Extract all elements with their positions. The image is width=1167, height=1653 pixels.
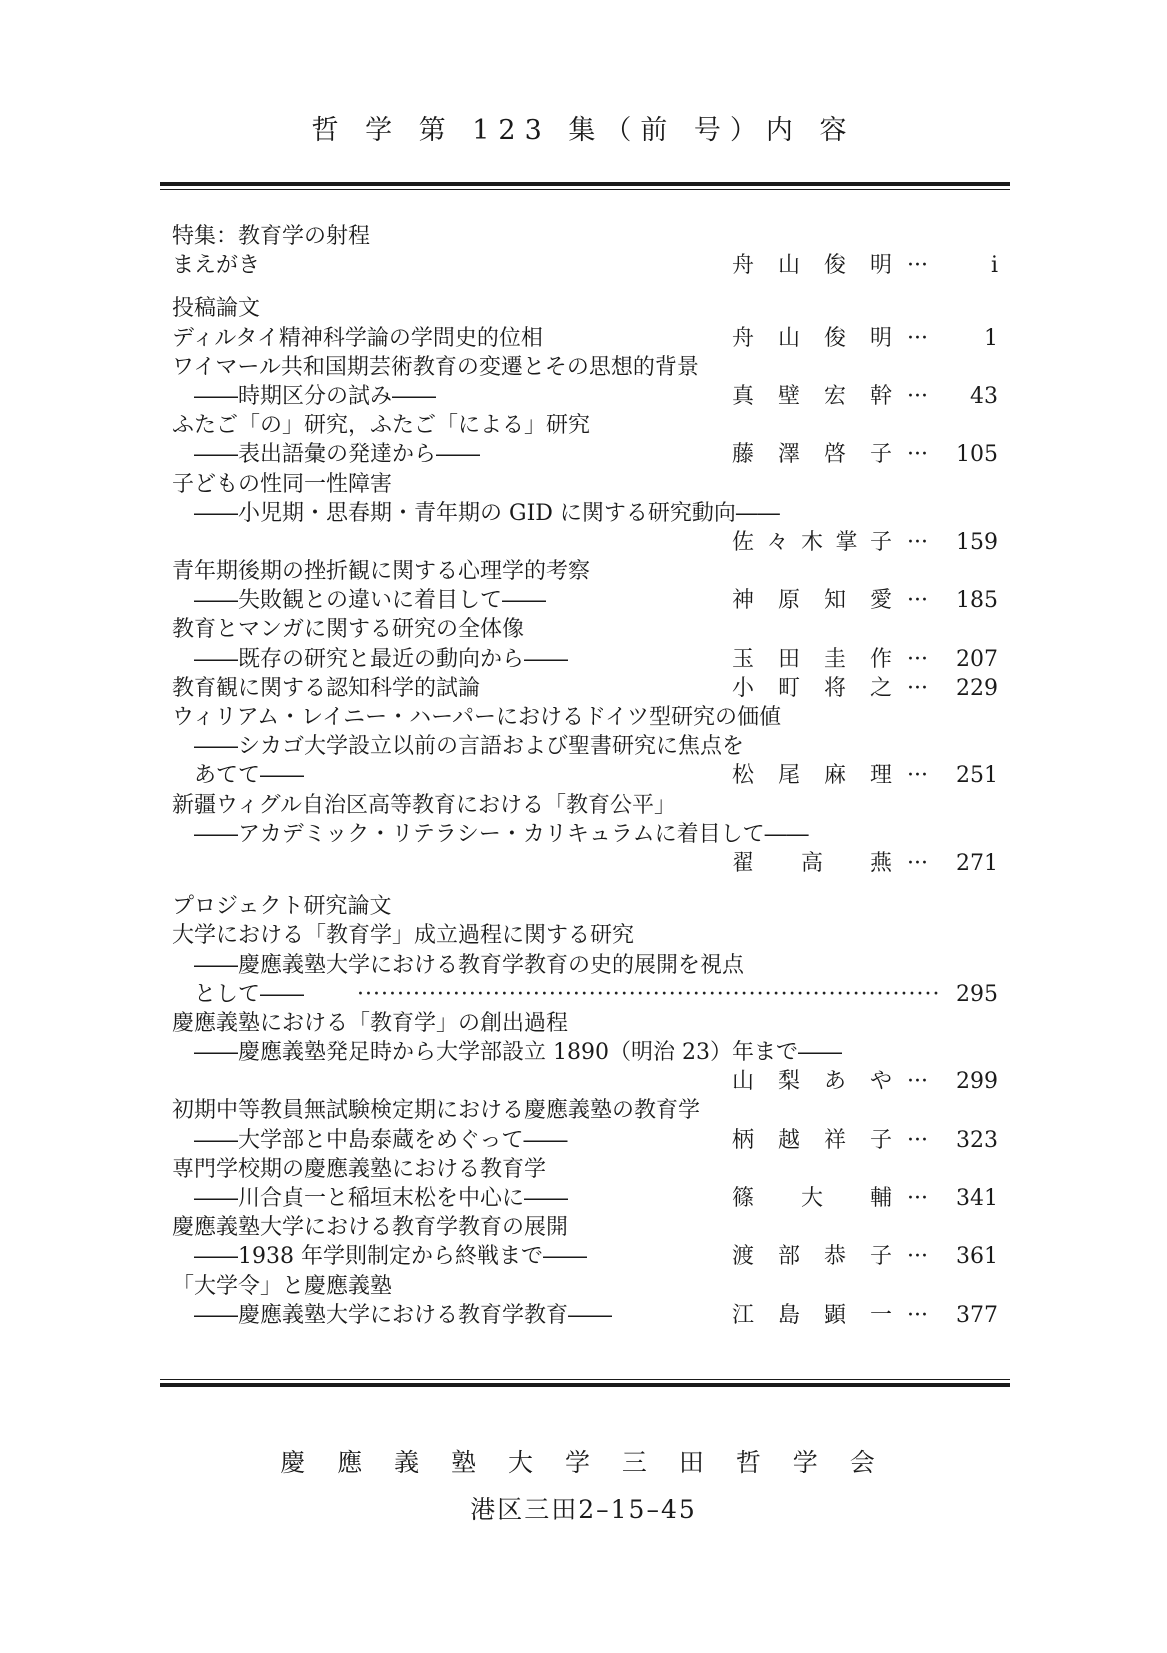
author-char: 小 <box>732 675 755 701</box>
author-char: 島 <box>778 1302 801 1328</box>
entry-subtitle: ――表出語彙の発達から―― <box>194 442 481 468</box>
author-char: 愛 <box>870 588 893 614</box>
page-title: 哲 学 第 123 集（前 号）内 容 <box>311 115 856 146</box>
author-char: 梨 <box>778 1069 801 1095</box>
entry-title: 新疆ウィグル自治区高等教育における「教育公平」 <box>172 792 677 818</box>
page-number: i <box>990 253 998 279</box>
entry-subtitle: ――慶應義塾大学における教育学教育―― <box>194 1302 613 1328</box>
section-heading: 特集：教育学の射程 <box>172 224 371 249</box>
toc-entry <box>172 1155 1006 1184</box>
page-number: 361 <box>956 1244 998 1270</box>
author-char: 柄 <box>732 1127 755 1153</box>
publisher-address: 港区三田2–15–45 <box>470 1495 697 1524</box>
leader-dots: ··· <box>907 529 928 555</box>
author-char: 江 <box>732 1302 755 1328</box>
page-number: 299 <box>956 1069 998 1095</box>
toc-entry <box>172 791 1006 820</box>
author-char: 燕 <box>870 850 893 876</box>
page-number: 185 <box>956 588 998 614</box>
author-char: や <box>870 1069 893 1095</box>
entry-subtitle: あてて―― <box>194 763 305 789</box>
section-heading-special <box>172 222 1006 251</box>
author-char: 圭 <box>824 646 847 672</box>
toc-entry-subline <box>172 732 1006 761</box>
entry-subtitle: ――慶應義塾大学における教育学教育の史的展開を視点 <box>194 952 745 978</box>
author-char: 子 <box>870 442 893 468</box>
entry-title: 子どもの性同一性障害 <box>172 471 393 497</box>
author-char: 松 <box>732 763 755 789</box>
author-char: 宏 <box>824 383 847 409</box>
toc-entry-subline <box>172 761 1006 790</box>
toc-entry-subline <box>172 820 1006 849</box>
contributed-entries <box>172 324 1006 879</box>
entry-subtitle: ――失敗観との違いに着目して―― <box>194 588 547 614</box>
toc-entry-author-line <box>172 1067 1006 1096</box>
entry-title: まえがき <box>172 253 261 279</box>
leader-dots: ··· <box>907 763 928 789</box>
author-char: 玉 <box>732 646 755 672</box>
author-char: 麻 <box>824 763 847 789</box>
author-char: 恭 <box>824 1244 847 1270</box>
author-char: 越 <box>778 1127 801 1153</box>
rule-thin-line <box>160 189 1010 190</box>
entry-subtitle: として―― <box>194 981 305 1007</box>
toc-entry-subline <box>172 440 1006 469</box>
author-char: 高 <box>801 850 824 876</box>
entry-title: 慶應義塾大学における教育学教育の展開 <box>172 1215 569 1241</box>
rule-thin-line <box>160 1379 1010 1380</box>
leader-dots: ··· <box>907 1069 928 1095</box>
toc-entry-subline <box>172 586 1006 615</box>
toc-entry <box>172 921 1006 950</box>
publisher-name: 慶 應 義 塾 大 学 三 田 哲 学 会 <box>280 1448 887 1477</box>
toc-entry <box>172 324 1006 353</box>
author-char: 佐 <box>732 529 755 555</box>
page-number: 323 <box>956 1127 998 1153</box>
author-char: 子 <box>870 1244 893 1270</box>
author-char: 俊 <box>824 325 847 351</box>
entry-subtitle: ――アカデミック・リテラシー・カリキュラムに着目して―― <box>194 821 809 847</box>
author-char: 山 <box>778 325 801 351</box>
toc-entry-subline <box>172 951 1006 980</box>
author-char: 顕 <box>824 1302 847 1328</box>
page-number: 229 <box>956 675 998 701</box>
table-of-contents <box>172 222 1006 1330</box>
leader-dots: ··· <box>907 1127 928 1153</box>
toc-entry-author-line <box>172 849 1006 878</box>
author-char: 輔 <box>870 1186 893 1211</box>
toc-entry <box>172 615 1006 644</box>
dot-leader: ········································································· <box>357 981 941 1007</box>
author-char: 神 <box>732 588 755 614</box>
leader-dots: ··· <box>907 383 928 409</box>
author-char: 幹 <box>870 383 893 409</box>
toc-entry-subline <box>172 1126 1006 1155</box>
toc-entry-subline <box>172 1301 1006 1330</box>
toc-entry <box>172 353 1006 382</box>
entry-subtitle: ――小児期・思春期・青年期の GID に関する研究動向―― <box>194 500 780 526</box>
toc-entry-subline <box>172 980 1006 1009</box>
page-number: 105 <box>956 442 998 468</box>
rule-thick-line <box>160 182 1010 186</box>
author-char: 澤 <box>778 442 801 468</box>
author-char: 翟 <box>732 850 755 876</box>
author-char: 掌 <box>835 529 858 555</box>
entry-subtitle: ――シカゴ大学設立以前の言語および聖書研究に焦点を <box>194 734 745 760</box>
toc-entry-subline <box>172 1038 1006 1067</box>
leader-dots: ··· <box>907 1186 928 1211</box>
author-char: 舟 <box>732 325 755 351</box>
entry-title: 教育とマンガに関する研究の全体像 <box>172 617 525 643</box>
author-char: 子 <box>870 529 893 555</box>
rule-thick-line <box>160 1383 1010 1387</box>
entry-subtitle: ――川合貞一と稲垣末松を中心に―― <box>194 1186 569 1211</box>
project-entries <box>172 921 1006 1330</box>
author-char: 部 <box>778 1244 801 1270</box>
author-char: 木 <box>801 529 824 555</box>
page-number: 271 <box>956 850 998 876</box>
entry-subtitle: ――1938 年学則制定から終戦まで―― <box>194 1244 587 1270</box>
author-char: 山 <box>778 253 801 279</box>
author-char: 真 <box>732 383 755 409</box>
leader-dots: ··· <box>907 253 928 279</box>
entry-subtitle: ――慶應義塾発足時から大学部設立 1890（明治 23）年まで―― <box>194 1040 842 1066</box>
author-char: 子 <box>870 1127 893 1153</box>
author-char: 壁 <box>778 383 801 409</box>
page-number: 43 <box>970 383 998 409</box>
page-number: 341 <box>956 1186 998 1211</box>
author-char: 町 <box>778 675 801 701</box>
entry-subtitle: ――大学部と中島泰蔵をめぐって―― <box>194 1127 568 1153</box>
leader-dots: ··· <box>907 442 928 468</box>
entry-title: 青年期後期の挫折観に関する心理学的考察 <box>172 559 591 585</box>
toc-entry-author-line <box>172 528 1006 557</box>
author-char: 祥 <box>824 1127 847 1153</box>
author-char: 篠 <box>732 1186 755 1211</box>
section-heading-project <box>172 892 1006 921</box>
leader-dots: ··· <box>907 1244 928 1270</box>
page-number: 295 <box>956 981 998 1007</box>
author-char: 之 <box>870 675 893 701</box>
page-number: 207 <box>956 646 998 672</box>
author-char: 尾 <box>778 763 801 789</box>
page-number: 377 <box>956 1302 998 1328</box>
author-char: 舟 <box>732 253 755 279</box>
entry-title: 大学における「教育学」成立過程に関する研究 <box>172 923 635 949</box>
leader-dots: ··· <box>907 1302 928 1328</box>
toc-entry <box>172 557 1006 586</box>
toc-entry-subline <box>172 1242 1006 1271</box>
page-number: 251 <box>956 763 998 789</box>
toc-entry-subline <box>172 382 1006 411</box>
leader-dots: ··· <box>907 850 928 876</box>
author-char: 田 <box>778 646 801 672</box>
author-char: 藤 <box>732 442 755 468</box>
author-char: 啓 <box>824 442 847 468</box>
entry-title: ワイマール共和国期芸術教育の変遷とその思想的背景 <box>172 354 699 380</box>
entry-title: ディルタイ精神科学論の学問史的位相 <box>172 325 543 351</box>
author-char: 大 <box>801 1186 824 1211</box>
toc-entry <box>172 1272 1006 1301</box>
bottom-double-rule <box>160 1379 1010 1387</box>
toc-entry <box>172 703 1006 732</box>
toc-entry <box>172 674 1006 703</box>
author-char: 々 <box>766 529 789 555</box>
toc-entry-subline <box>172 1184 1006 1213</box>
leader-dots: ··· <box>907 646 928 672</box>
section-heading: 投稿論文 <box>172 296 261 322</box>
entry-subtitle: ――既存の研究と最近の動向から―― <box>194 646 569 672</box>
author-char: 渡 <box>732 1244 755 1270</box>
entry-title: 専門学校期の慶應義塾における教育学 <box>172 1156 547 1182</box>
leader-dots: ··· <box>907 325 928 351</box>
section-heading-contributed <box>172 294 1006 323</box>
author-char: 知 <box>824 588 847 614</box>
entry-title: ウィリアム・レイニー・ハーパーにおけるドイツ型研究の価値 <box>172 705 781 730</box>
toc-entry <box>172 1009 1006 1038</box>
entry-title: 教育観に関する認知科学的試論 <box>172 675 481 701</box>
top-double-rule <box>160 182 1010 190</box>
author-char: 山 <box>732 1069 755 1095</box>
toc-entry-preface <box>172 251 1006 280</box>
author-char: 将 <box>824 675 847 701</box>
entry-title: 慶應義塾における「教育学」の創出過程 <box>172 1010 569 1036</box>
page-number: 1 <box>984 325 998 351</box>
leader-dots: ··· <box>907 588 928 614</box>
author-char: 一 <box>870 1302 893 1328</box>
toc-entry <box>172 1213 1006 1242</box>
toc-entry <box>172 1096 1006 1125</box>
page-number: 159 <box>956 529 998 555</box>
author-char: 作 <box>870 646 893 672</box>
section-heading: プロジェクト研究論文 <box>172 894 392 920</box>
entry-title: 初期中等教員無試験検定期における慶應義塾の教育学 <box>172 1098 701 1124</box>
entry-title: 「大学令」と慶應義塾 <box>172 1273 393 1299</box>
entry-subtitle: ――時期区分の試み―― <box>194 383 437 409</box>
toc-entry <box>172 411 1006 440</box>
toc-entry <box>172 470 1006 499</box>
toc-entry-subline <box>172 645 1006 674</box>
author-char: 明 <box>870 325 893 351</box>
toc-entry-subline <box>172 499 1006 528</box>
author-char: 理 <box>870 763 893 789</box>
author-char: 原 <box>778 588 801 614</box>
author-char: 明 <box>870 253 893 279</box>
entry-title: ふたご「の」研究，ふたご「による」研究 <box>172 413 591 439</box>
author-char: 俊 <box>824 253 847 279</box>
leader-dots: ··· <box>907 675 928 701</box>
author-char: あ <box>824 1069 847 1095</box>
